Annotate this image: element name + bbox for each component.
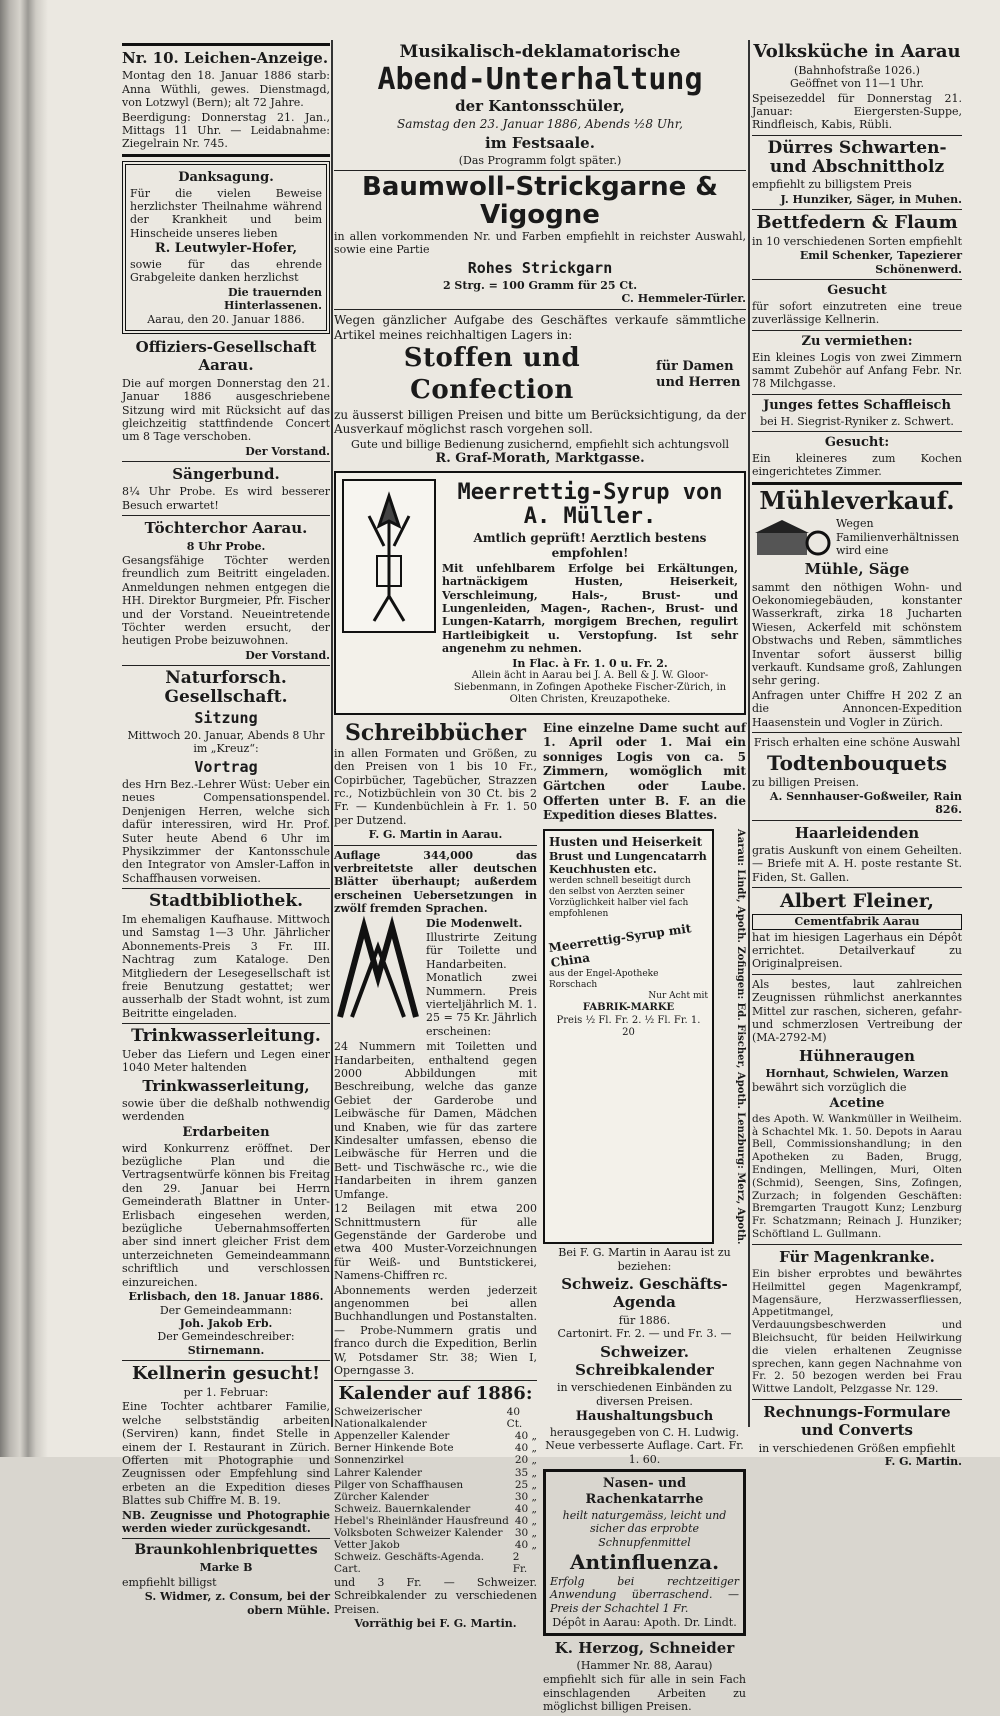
ad-signature: J. Hunziker, Säger, in Muhen.	[780, 192, 962, 206]
page-binding	[0, 0, 48, 1457]
ad-side: für Damen und Herren	[656, 358, 741, 390]
ad-title: Albert Fleiner,	[780, 890, 934, 913]
ad-text: zu äusserst billigen Preisen und bitte um Berücksichtigung, da der Ausverkauf möglichst rasch vorgehen soll.	[334, 407, 746, 437]
ad-subtitle: Hornhaut, Schwielen, Warzen	[765, 1067, 949, 1081]
ad-title: Schweizer. Schreibkalender	[575, 1342, 714, 1379]
ad-title: Naturforsch. Gesellschaft.	[164, 668, 288, 707]
ad-signature: Vorräthig bei F. G. Martin.	[354, 1617, 517, 1631]
ad-signature: F. G. Martin.	[884, 1454, 962, 1468]
ad-volkskueche	[752, 42, 962, 132]
ad-text: Anfragen unter Chiffre H 202 Z an die Annoncen-Expedition Haasenstein und Vogler in Zürich.	[752, 688, 962, 729]
ad-text: des Hrn Bez.-Lehrer Wüst: Ueber ein neues Compensationspendel. Denjenigen Herren, welche sich dafür interessiren, wird Hr. Prof. Suter heute Abend 6 Uhr im Physikzimmer der Kantonsschule den Integrator von Amsler-Laffon in Schaffhausen vorweisen.	[122, 777, 330, 885]
two-column-block	[334, 719, 746, 1716]
ad-line: im Festsaale.	[485, 133, 595, 152]
column-middle	[334, 40, 746, 1714]
ad-text: wird Konkurrenz eröffnet. Der bezügliche Plan und die Vertragsentwürfe können bis Freitag den 29. Januar bei Herrn Gemeinderath Blattner in Unter-Erlisbach eingesehen werden, bezügliche Uebernahmsofferten aber sind innert gleicher Frist dem unterzeichneten Gemeindeammann schriftlich und verschlossen einzureichen.	[122, 1141, 330, 1289]
ad-toechterchor	[122, 519, 330, 662]
divider	[122, 1023, 330, 1024]
ad-text: für sofort einzutreten eine treue zuverlässige Kellnerin.	[752, 299, 962, 327]
kalender-row	[334, 1430, 537, 1442]
kalender-row	[334, 1491, 537, 1503]
ad-signature: F. G. Martin in Aarau.	[368, 828, 503, 842]
ad-title: Nr. 10. Leichen-Anzeige.	[122, 49, 329, 67]
kalender-row	[334, 1406, 537, 1430]
ad-title: Töchterchor Aarau.	[144, 519, 308, 538]
ad-title: Gesucht	[827, 283, 887, 299]
ad-title: Stadtbibliothek.	[148, 891, 304, 912]
ad-heading: Rohes Strickgarn	[467, 258, 613, 277]
ad-kellnerin	[122, 1364, 330, 1535]
ad-note: (Das Programm folgt später.)	[458, 153, 622, 167]
kalender-row	[334, 1467, 537, 1479]
column-left	[122, 40, 330, 1617]
ad-title: Meerrettig-Syrup von A. Müller.	[457, 480, 723, 530]
ad-signature: S. Widmer, z. Consum, bei der obern Mühle.	[144, 1590, 330, 1617]
ad-offiziers	[122, 338, 330, 458]
ad-signature: A. Sennhauser-Goßweiler, Rain 826.	[769, 789, 962, 817]
ad-text: Beerdigung: Donnerstag 21. Jan., Mittags 11 Uhr. — Leidabnahme: Ziegelrain Nr. 745.	[122, 110, 330, 151]
ad-muehleverkauf	[752, 485, 962, 729]
modenwelt-row	[334, 917, 537, 1040]
ad-title: Zu vermiethen:	[801, 333, 913, 349]
ad-title: Die Modenwelt.	[426, 916, 523, 930]
ad-text: Allein ächt in Aarau bei J. A. Bell & J. W. Gloor-Siebenmann, in Zofingen Apotheke Fischer-Zürich, in Olten Christen, Kreuzapotheke.	[453, 669, 727, 706]
ad-text: herausgegeben von C. H. Ludwig. Neue verbesserte Auflage. Cart. Fr. 1. 60.	[545, 1425, 744, 1466]
ad-title-row	[334, 343, 746, 406]
ad-date: Mittwoch 20. Januar, Abends 8 Uhr im „Kreuz“:	[127, 728, 325, 756]
ad-text: in allen vorkommenden Nr. und Farben empfiehlt in reichster Auswahl, sowie eine Partie	[334, 229, 746, 257]
ad-title: Stoffen und Confection	[403, 343, 581, 405]
kalender-name: Hebel's Rheinländer Hausfreund	[334, 1514, 509, 1527]
ad-heading: Sitzung	[194, 708, 258, 727]
ad-text: sammt den nöthigen Wohn- und Oekonomiegebäuden, konstanter Wasserkraft, zirka 18 Jucharten Wiesen, Ackerfeld mit schönstem Obstwachs und Reben, sämmtliches Inventar sofort äusserst billig verkauft. Kundsame groß, Zahlungen sehr gering.	[752, 580, 962, 688]
ad-title: Rechnungs-Formulare und Converts	[763, 1402, 951, 1440]
kalender-name: Sonnenzirkel	[334, 1454, 404, 1467]
kalender-price: 2 Fr.	[512, 1550, 528, 1575]
ad-title: Gesucht:	[824, 435, 890, 451]
divider	[122, 461, 330, 462]
kalender-row	[334, 1442, 537, 1454]
ad-text: Abonnements werden jederzeit angenommen bei allen Buchhandlungen und Postanstalten. — Probe-Nummern gratis und franco durch die Expedition, Berlin W, Potsdamer Str. 38; Wien I, Operngasse 3.	[334, 1283, 537, 1377]
ad-text: bei H. Siegrist-Ryniker z. Schwert.	[760, 414, 954, 428]
ad-title: Bettfedern & Flaum	[756, 212, 958, 234]
ad-name: R. Leutwyler-Hofer,	[154, 241, 298, 257]
kalender-row	[334, 1551, 537, 1575]
ad-text: Wegen gänzlicher Aufgabe des Geschäftes verkaufe sämmtliche Artikel meines reichhaltigen Lagers in:	[334, 312, 746, 342]
divider	[752, 394, 962, 395]
ad-note: NB. Zeugnisse und Photographie werden wieder zurückgesandt.	[122, 1508, 330, 1535]
ad-text: Montag den 18. Januar 1886 starb: Anna Wüthli, gewes. Dienstmagd, von Lotzwyl (Bern); alt 72 Jahre.	[122, 69, 330, 110]
ad-text: Eine einzelne Dame sucht auf 1. April oder 1. Mai ein sonniges Logis von ca. 5 Zimmern, womöglich mit Gärtchen oder Laube. Offerten unter B. F. an die Expedition dieses Blattes.	[543, 720, 746, 823]
divider	[122, 665, 330, 666]
ad-text: in 10 verschiedenen Sorten empfiehlt	[752, 234, 962, 248]
ad-text: Ein kleineres zum Kochen eingerichtetes Zimmer.	[752, 451, 962, 479]
ad-signature: Die trauernden Hinterlassenen.	[224, 285, 322, 313]
ad-line: Musikalisch-deklamatorische	[399, 42, 681, 62]
ad-text: des Apoth. W. Wankmüller in Weilheim. à Schachtel Mk. 1. 50. Depots in Aarau Bell, Commissionshandlung; in den Apotheken zu Baden, Brugg, Endingen, Mellingen, Muri, Olten (Schmid), Seengen, Sins, Zofingen, Zurzach; in folgenden Geschäften: Bremgarten Traugott Kunz; Lenzburg Fr. Schatzmann; Reinach J. Hunziker; Schöftland L. Gullmann.	[752, 1112, 962, 1240]
ad-gesucht-zimmer	[752, 435, 962, 479]
ad-signature: Dépôt in Aarau: Apoth. Dr. Lindt.	[552, 1616, 737, 1630]
divider	[334, 1380, 537, 1381]
kalender-price: 30 „	[514, 1490, 537, 1503]
ad-line: Brust und Lungencatarrh	[549, 849, 707, 863]
kalender-price: 40 „	[514, 1514, 537, 1527]
mm-logo	[334, 917, 422, 1040]
ad-schaffleisch	[752, 398, 962, 428]
mm-monogram-icon	[334, 917, 422, 1027]
kalender-price: 40 „	[514, 1430, 537, 1443]
ad-text: Bei F. G. Martin in Aarau ist zu beziehen:	[558, 1246, 731, 1273]
ad-title: Danksagung.	[178, 169, 274, 185]
ad-signature: C. Hemmeler-Türler.	[621, 292, 746, 306]
ad-mark: Nur Acht mit	[648, 991, 708, 1002]
ad-dame	[543, 721, 746, 823]
column-rule-1	[331, 40, 333, 1427]
kalender-name: Volksboten Schweizer Kalender	[334, 1526, 503, 1539]
ad-signature: Der Vorstand.	[245, 444, 330, 458]
ad-subtitle: per 1. Februar:	[183, 1385, 269, 1399]
ad-band2: aus der Engel-Apotheke Rorschach	[549, 969, 659, 991]
ad-title: Braunkohlenbriquettes	[134, 1542, 318, 1559]
ad-title: Kalender auf 1886:	[338, 1383, 533, 1405]
ad-name: Antinfluenza.	[569, 1550, 720, 1574]
ad-text: in verschiedenen Größen empfiehlt	[758, 1441, 956, 1455]
sub-column-left	[334, 719, 537, 1716]
ad-text: Mit unfehlbarem Erfolge bei Erkältungen, hartnäckigem Husten, Heiserkeit, Verschleimung, Hals-, Brust- und Lungenleiden, Magen-, Rachen-, Brust- und Lungen-Katarrh, morgigem Brechen, regulirt Hartleibigkeit u. Verstopfung. Ist sehr angenehm zu nehmen.	[442, 561, 738, 656]
divider	[752, 135, 962, 136]
ad-leichen	[122, 49, 330, 151]
kalender-row	[334, 1503, 537, 1515]
ad-text: Illustrirte Zeitung für Toilette und Handarbeiten. Monatlich zwei Nummern. Preis vierteljährlich M. 1. 25 = 75 Kr. Jährlich erscheinen:	[426, 930, 537, 1038]
ad-signature: Der Gemeindeammann:	[159, 1303, 293, 1317]
ad-text: hat im hiesigen Lagerhaus ein Dépôt errichtet. Detailverkauf zu Originalpreisen.	[752, 930, 962, 971]
ad-vermiethen	[752, 334, 962, 391]
ad-gesucht-kellnerin	[752, 283, 962, 327]
ad-text: heilt naturgemäss, leicht und sicher das erprobte Schnupfenmittel	[562, 1508, 727, 1549]
kalender-name: Schweiz. Geschäfts-Agenda. Cart.	[334, 1550, 485, 1575]
ad-line: der Kantonsschüler,	[455, 96, 625, 115]
divider	[752, 974, 962, 975]
sub-column-right	[543, 719, 746, 1716]
ad-title: Offiziers-Gesellschaft Aarau.	[135, 338, 317, 375]
ad-herzog	[543, 1639, 746, 1714]
ad-text: empfiehlt zu billigstem Preis	[752, 178, 912, 192]
ad-fleiner	[752, 891, 962, 971]
ad-date: Samstag den 23. Januar 1886, Abends ½8 Uhr,	[397, 117, 683, 132]
ad-text: sowie über die deßhalb nothwendig werdenden	[122, 1096, 330, 1124]
ad-meerrettig	[334, 471, 746, 714]
kalender-row	[334, 1527, 537, 1539]
ad-text: 24 Nummern mit Toiletten und Handarbeiten, enthaltend gegen 2000 Abbildungen mit Beschreibung, welche das ganze Gebiet der Garderobe und Leibwäsche für Damen, Mädchen und Knaben, wie für das zartere Kindesalter umfassen, ebenso die Leibwäsche für Herren und die Bett- und Tischwäsche rc., wie die Handarbeiten in ihrem ganzen Umfange.	[334, 1040, 537, 1201]
ad-text: Cartonirt. Fr. 2. — und Fr. 3. —	[557, 1327, 732, 1341]
ad-title: Trinkwasserleitung,	[142, 1076, 310, 1095]
ad-text: und 3 Fr. — Schweizer. Schreibkalender zu verschiedenen Preisen.	[334, 1576, 537, 1616]
ad-title: Baumwoll-Strickgarne & Vigogne	[362, 172, 718, 230]
ad-text: Ein kleines Logis von zwei Zimmern sammt Zubehör auf Anfang Febr. Nr. 78 Milchgasse.	[752, 350, 962, 391]
kalender-name: Zürcher Kalender	[334, 1490, 429, 1503]
kalender-name: Pilger von Schaffhausen	[334, 1478, 464, 1491]
kalender-name: Schweiz. Bauernkalender	[334, 1502, 471, 1515]
ad-text: Frisch erhalten eine schöne Auswahl	[753, 736, 961, 750]
ad-text: Ueber das Liefern und Legen einer 1040 Meter haltenden	[122, 1047, 330, 1075]
divider	[334, 845, 537, 846]
ad-signature: Der Gemeindeschreiber:	[157, 1330, 295, 1344]
divider	[122, 43, 330, 46]
ad-text: in verschiedenen Einbänden zu diversen Preisen.	[556, 1381, 733, 1408]
ad-title: Mühleverkauf.	[759, 485, 955, 515]
ad-text: empfiehlt billigst	[122, 1575, 217, 1589]
ad-text: Erfolg bei rechtzeitiger Anwendung überraschend. — Preis der Schachtel 1 Fr.	[550, 1575, 739, 1615]
kalender-name: Schweizerischer Nationalkalender	[334, 1406, 427, 1431]
ad-text: bewährt sich vorzüglich die	[752, 1081, 907, 1095]
divider	[752, 330, 962, 331]
kalender-row	[334, 1539, 537, 1551]
ad-title: Für Magenkranke.	[779, 1247, 935, 1266]
horseradish-illustration	[342, 479, 436, 633]
ad-title: K. Herzog, Schneider	[554, 1638, 735, 1657]
ad-signature: Der Vorstand.	[245, 648, 330, 662]
ad-subtitle: Geöffnet von 11—1 Uhr.	[789, 77, 925, 91]
ad-trinkwasser	[122, 1027, 330, 1357]
kalender-price: 25 „	[514, 1478, 537, 1491]
ad-side: Aarau: Lindt, Apoth. Zofingen: Ed. Fischer, Apoth. Lenzburg: Merz, Apoth.	[735, 828, 746, 1245]
kalender-price: 20 „	[514, 1454, 537, 1467]
mill-building-icon	[752, 517, 832, 557]
kalender-row	[334, 1515, 537, 1527]
ad-stoffen	[334, 313, 746, 467]
column-rule-2	[748, 40, 750, 1427]
ad-heading: Vortrag	[194, 757, 258, 776]
ad-text: 12 Beilagen mit etwa 200 Schnittmustern für alle Gegenstände der Garderobe und etwa 400 Muster-Vorzeichnungen für Weiß- und Buntstickerei, Namens-Chiffren rc.	[334, 1202, 537, 1283]
divider	[122, 888, 330, 889]
ad-name: Acetine	[829, 1095, 885, 1111]
ad-text: Eine Tochter achtbarer Familie, welche selbstständig arbeiten (Serviren) kann, findet Stelle in einem der I. Restaurant in Zürich. Offerten mit Photographie und Zeugnissen oder Empfehlung sind erbeten an die Expedition dieses Blattes sub Chiffre M. B. 19.	[122, 1400, 330, 1508]
kalender-price: 40 „	[514, 1442, 537, 1455]
kalender-name: Appenzeller Kalender	[334, 1430, 450, 1443]
ad-text: Wegen Familienverhältnissen wird eine	[836, 517, 960, 557]
kalender-price: 35 „	[514, 1466, 537, 1479]
ad-title: Trinkwasserleitung.	[131, 1026, 321, 1047]
ad-subtitle: Cementfabrik Aarau	[752, 914, 962, 929]
ad-price: 2 Strg. = 100 Gramm für 25 Ct.	[442, 279, 638, 293]
ad-saengerbund	[122, 465, 330, 512]
ad-schreibbuecher	[334, 721, 537, 842]
ad-baumwoll	[334, 174, 746, 306]
divider	[122, 1360, 330, 1361]
kalender-price: 40 „	[514, 1502, 537, 1515]
ad-naturforsch	[122, 669, 330, 885]
ad-signature: Joh. Jakob Erb.	[179, 1316, 273, 1330]
ad-abendunterhaltung	[334, 42, 746, 167]
ad-auflage: Auflage 344,000 das verbreitetste aller deutschen Blätter überhaupt; außerdem erscheinen Uebersetzungen in zwölf fremden Sprachen.	[334, 848, 537, 916]
ad-duerres	[752, 139, 962, 206]
plant-icon	[349, 486, 429, 626]
ad-title: Haushaltungsbuch	[575, 1408, 714, 1424]
ad-modenwelt	[334, 849, 537, 1378]
husten-box	[543, 829, 714, 1244]
ad-text: Speisezeddel für Donnerstag 21. Januar: Eiergersten-Suppe, Rindfleisch, Kabis, Rübli.	[752, 91, 962, 132]
ad-text: empfiehlt sich für alle in sein Fach einschlagenden Arbeiten zu möglichst billigen Preisen.	[543, 1673, 746, 1714]
ad-text: Für die vielen Beweise herzlichster Theilnahme während der Krankheit und beim Hinscheide unseres lieben	[130, 186, 322, 240]
divider	[122, 515, 330, 516]
ad-rechnungsformulare	[752, 1403, 962, 1468]
ad-mark: FABRIK-MARKE	[582, 1002, 675, 1014]
ad-signature: Emil Schenker, Tapezierer Schönenwerd.	[799, 249, 962, 276]
kalender-price: 40 Ct.	[506, 1406, 523, 1431]
ad-place-date: Erlisbach, den 18. Januar 1886.	[128, 1290, 324, 1304]
divider	[752, 209, 962, 210]
divider	[752, 1399, 962, 1400]
ad-title: Kellnerin gesucht!	[131, 1363, 321, 1385]
ad-stadtbibliothek	[122, 892, 330, 1020]
ad-price: In Flac. à Fr. 1. 0 u. Fr. 2.	[512, 656, 668, 670]
ad-subtitle: (Bahnhofstraße 1026.)	[794, 63, 920, 77]
ad-signature: Stirnemann.	[187, 1343, 265, 1357]
ad-subtitle: Amtlich geprüft! Aerztlich bestens empfohlen!	[473, 531, 707, 561]
ad-title: Todtenbouquets	[766, 750, 948, 775]
ad-todtenbouquets	[752, 736, 962, 817]
ad-title: Hühneraugen	[799, 1046, 915, 1065]
divider	[752, 820, 962, 821]
ad-text: Die auf morgen Donnerstag den 21. Januar 1886 ausgeschriebene Sitzung wird mit Rücksicht auf das gleichzeitig stattfindende Concert um 8 Tage verschoben.	[122, 376, 330, 444]
ad-signature: R. Graf-Morath, Marktgasse.	[435, 451, 645, 467]
ad-line: werden schnell beseitigt durch den selbst von Aerzten seiner Vorzüglichkeit halber viel fach empfohlenen	[549, 876, 691, 920]
ad-husten	[543, 829, 746, 1244]
divider	[334, 170, 746, 171]
ad-title: Schreibbücher	[345, 719, 526, 746]
column-right	[752, 40, 962, 1468]
ad-subtitle: Marke B	[199, 1561, 253, 1575]
ad-text: für 1886.	[618, 1313, 671, 1327]
ad-danksagung	[122, 161, 330, 334]
ad-huehneraugen	[752, 978, 962, 1241]
ad-agenda	[543, 1246, 746, 1466]
divider	[122, 154, 330, 157]
ad-text: in allen Formaten und Größen, zu den Preisen von 1 bis 10 Fr., Copirbücher, Tagebücher, Strazzen rc., Notizbüchlein von 30 Ct. bis 2 Fr. — Kundenbüchlein à Fr. 1. 50 per Dutzend.	[334, 746, 537, 827]
kalender-list	[334, 1406, 537, 1575]
ad-text: Gute und billige Bedienung zusichernd, empfiehlt sich achtungsvoll	[350, 437, 729, 451]
divider	[122, 1538, 330, 1539]
ad-place-date: Aarau, den 20. Januar 1886.	[147, 312, 305, 326]
ad-subtitle: 8 Uhr Probe.	[186, 539, 266, 553]
ad-haarleidenden	[752, 824, 962, 885]
ad-antinfluenza	[543, 1469, 746, 1636]
divider	[752, 482, 962, 485]
ad-text: Im ehemaligen Kaufhause. Mittwoch und Samstag 1—3 Uhr. Jährlicher Abonnements-Preis 3 Fr. III. Nachtrag zum Kataloge. Den Mitgliedern der Lesegesellschaft ist freie Benutzung gestattet; wer ausserhalb der Stadt wohnt, ist zum Beitritte eingeladen.	[122, 912, 330, 1020]
ad-text: Als bestes, laut zahlreichen Zeugnissen rühmlichst anerkanntes Mittel zur raschen, sicheren, gefahr- und schmerzlosen Vertreibung der (MA-2792-M)	[752, 977, 962, 1045]
ad-braunkohlen	[122, 1542, 330, 1617]
muehle-row	[752, 516, 962, 558]
ad-title: Dürres Schwarten- und Abschnittholz	[767, 137, 947, 177]
ad-text: zu billigen Preisen.	[752, 775, 860, 789]
ad-text: Ein bisher erprobtes und bewährtes Heilmittel gegen Magenkrampf, Magensäure, Herzwasserfliessen, Appetitmangel, Verdauungsbeschwerden und Bleichsucht, für beiden Heilwirkung die vielen erhaltenen Zeugnisse sprechen, kann gegen Nachnahme von Fr. 2. 50 bezogen werden bei Frau Wittwe Landolt, Pelzgasse Nr. 129.	[752, 1268, 962, 1396]
ad-band: Meerrettig-Syrup mit China	[547, 921, 693, 970]
kalender-price: 40 „	[514, 1538, 537, 1551]
divider	[752, 431, 962, 432]
divider	[334, 309, 746, 310]
ad-text: gratis Auskunft von einem Geheilten. — Briefe mit A. H. poste restante St. Fiden, St. Gallen.	[752, 844, 962, 884]
ad-text: 8¼ Uhr Probe. Es wird besserer Besuch erwartet!	[122, 485, 330, 512]
ad-text: sowie für das ehrende Grabgeleite danken herzlichst	[130, 258, 322, 285]
divider	[752, 732, 962, 733]
ad-subtitle: (Hammer Nr. 88, Aarau)	[576, 1658, 713, 1672]
kalender-name: Vetter Jakob	[334, 1538, 400, 1551]
divider	[752, 1244, 962, 1245]
ad-line: Husten und Heiserkeit	[549, 834, 703, 849]
kalender-name: Berner Hinkende Bote	[334, 1442, 454, 1455]
ad-text: Gesangsfähige Töchter werden freundlich zum Beitritt eingeladen. Anmeldungen nehmen entgegen die HH. Direktor Burgmeier, Pfr. Fischer und der Vorstand. Neueintretende Töchter werden ersucht, der heutigen Probe beizuwohnen.	[122, 553, 330, 648]
ad-title: Volksküche in Aarau	[753, 41, 961, 62]
ad-title: Sängerbund.	[172, 465, 280, 484]
ad-heading: Erdarbeiten	[182, 1124, 270, 1140]
divider	[752, 887, 962, 888]
ad-magenkranke	[752, 1248, 962, 1396]
ad-price: Preis ½ Fl. Fr. 2. ½ Fl. Fr. 1. 20	[556, 1014, 701, 1038]
ad-title: Nasen- und Rachenkatarrhe	[585, 1476, 704, 1507]
ad-line: Keuchhusten etc.	[549, 862, 657, 876]
ad-title: Schweiz. Geschäfts-Agenda	[561, 1275, 728, 1312]
kalender-row	[334, 1454, 537, 1466]
ad-title: Junges fettes Schaffleisch	[763, 397, 951, 413]
ad-title: Abend-Unterhaltung	[377, 61, 703, 97]
ad-title: Haarleidenden	[794, 823, 920, 842]
kalender-name: Lahrer Kalender	[334, 1466, 422, 1479]
ad-kalender	[334, 1384, 537, 1630]
ad-name: Mühle, Säge	[804, 560, 910, 579]
kalender-price: 30 „	[514, 1526, 537, 1539]
kalender-row	[334, 1479, 537, 1491]
divider	[752, 279, 962, 280]
ad-bettfedern	[752, 213, 962, 276]
